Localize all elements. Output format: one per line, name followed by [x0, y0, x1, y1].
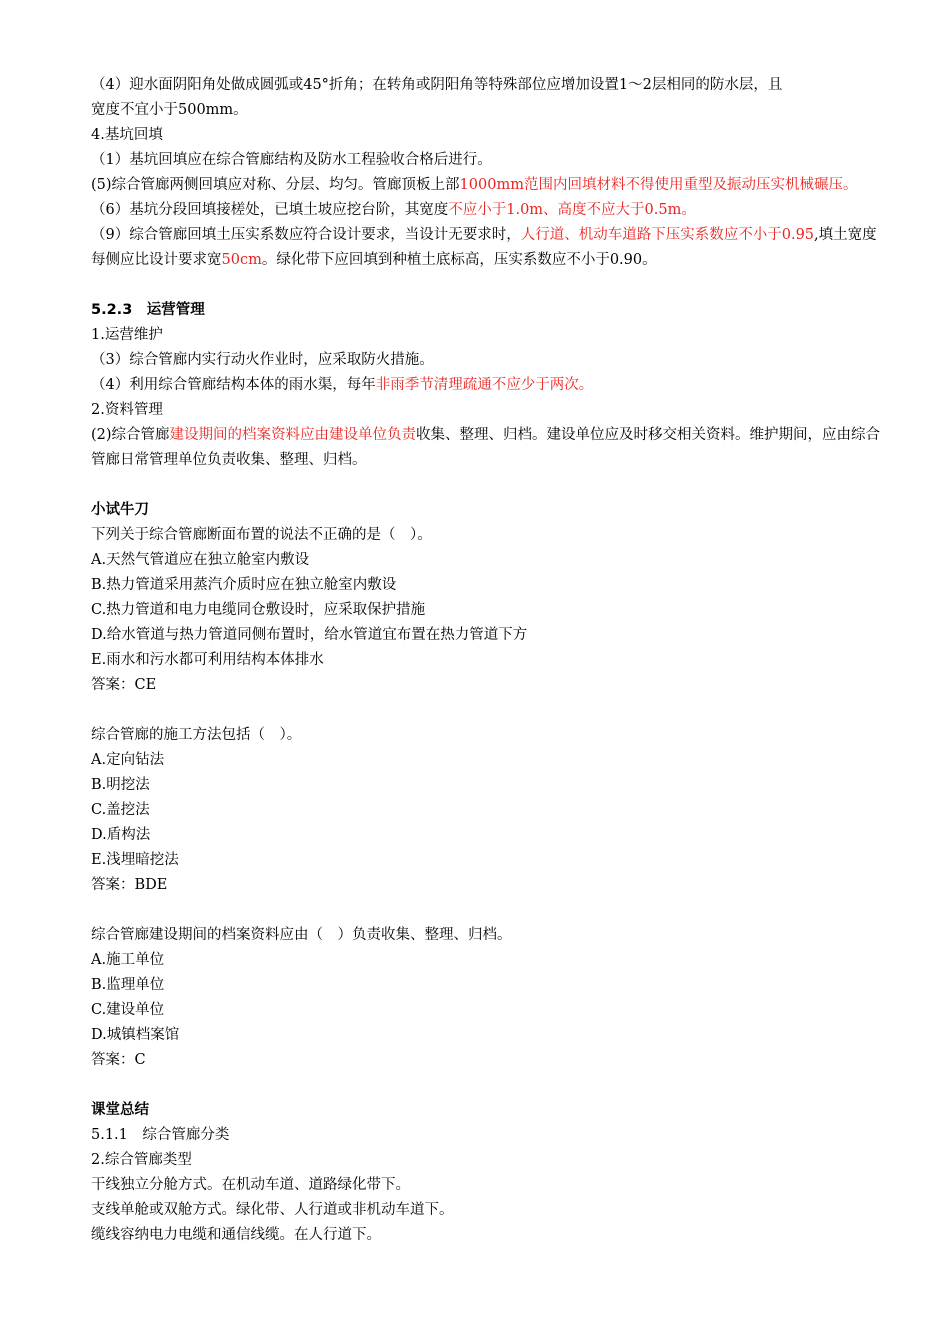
maintenance-item-3: （3）综合管廊内实行动火作业时，应采取防火措施。 [91, 352, 434, 368]
subheading-maintenance: 1.运营维护 [91, 327, 163, 343]
quiz-question-2 [91, 723, 891, 898]
question-option: A.施工单位 [91, 952, 165, 968]
spacer [91, 273, 891, 298]
quiz-question-1 [91, 523, 891, 698]
records-item-2-post: 收集、整理、归档。建设单位应及时移交相关资料。维护期间，应由综合管廊日常管理单位负责收集、整理、归档。 [91, 427, 881, 468]
backfill-item-9-highlight: 人行道、机动车道路下压实系数应不小于0.95 [520, 227, 815, 243]
section-heading-summary: 课堂总结 [91, 1102, 149, 1118]
backfill-item-9-width: 50cm [221, 252, 262, 268]
question-option: D.给水管道与热力管道同侧布置时，给水管道宜布置在热力管道下方 [91, 627, 528, 643]
backfill-item-5 [91, 173, 891, 198]
summary-line: 2.综合管廊类型 [91, 1152, 192, 1168]
spacer [91, 698, 891, 723]
question-stem: 综合管廊建设期间的档案资料应由（ ）负责收集、整理、归档。 [91, 927, 512, 943]
subheading-backfill: 4.基坑回填 [91, 127, 163, 143]
backfill-item-9-post: 。绿化带下应回填到种植土底标高，压实系数应不小于0.90。 [261, 252, 657, 268]
section-heading-operation: 5.2.3 运营管理 [91, 302, 205, 318]
backfill-item-9 [91, 223, 891, 273]
question-answer: 答案：C [91, 1052, 146, 1068]
question-option: B.监理单位 [91, 977, 165, 993]
backfill-item-5-text: (5)综合管廊两侧回填应对称、分层、均匀。管廊顶板上部 [91, 177, 460, 193]
question-option: D.城镇档案馆 [91, 1027, 180, 1043]
document-content [91, 73, 891, 1248]
question-option: D.盾构法 [91, 827, 151, 843]
question-answer: 答案：CE [91, 677, 157, 693]
question-stem: 综合管廊的施工方法包括（ ）。 [91, 727, 302, 743]
spacer [91, 898, 891, 923]
subheading-records: 2.资料管理 [91, 402, 163, 418]
records-item-2-text: (2)综合管廊 [91, 427, 170, 443]
spacer [91, 473, 891, 498]
backfill-item-6 [91, 198, 891, 223]
spacer [91, 1073, 891, 1098]
summary-line: 支线单舱或双舱方式。绿化带、人行道或非机动车道下。 [91, 1202, 454, 1218]
maintenance-item-4 [91, 373, 891, 398]
maintenance-item-4-text: （4）利用综合管廊结构本体的雨水渠，每年 [91, 377, 376, 393]
question-option: B.明挖法 [91, 777, 150, 793]
backfill-item-6-text: （6）基坑分段回填接槎处，已填土坡应挖台阶，其宽度 [91, 202, 449, 218]
backfill-item-5-highlight: 1000mm范围内回填材料不得使用重型及振动压实机械碾压。 [459, 177, 858, 193]
summary-line: 干线独立分舱方式。在机动车道、道路绿化带下。 [91, 1177, 410, 1193]
question-option: B.热力管道采用蒸汽介质时应在独立舱室内敷设 [91, 577, 397, 593]
section-heading-quiz: 小试牛刀 [91, 502, 149, 518]
question-option: A.定向钻法 [91, 752, 165, 768]
maintenance-item-4-highlight: 非雨季节清理疏通不应少于两次。 [375, 377, 594, 393]
question-option: E.浅埋暗挖法 [91, 852, 179, 868]
backfill-item-1: （1）基坑回填应在综合管廊结构及防水工程验收合格后进行。 [91, 152, 492, 168]
summary-line: 5.1.1 综合管廊分类 [91, 1127, 230, 1143]
quiz-question-3 [91, 923, 891, 1073]
question-option: C.盖挖法 [91, 802, 150, 818]
backfill-item-6-highlight: 不应小于1.0m、高度不应大于0.5m。 [448, 202, 696, 218]
paragraph-waterproof-4a: （4）迎水面阴阳角处做成圆弧或45°折角；在转角或阴阳角等特殊部位应增加设置1～2层相同的防水层，且 [91, 77, 783, 93]
records-item-2-highlight: 建设期间的档案资料应由建设单位负责 [169, 427, 417, 443]
question-option: E.雨水和污水都可利用结构本体排水 [91, 652, 324, 668]
records-item-2 [91, 423, 891, 473]
question-stem: 下列关于综合管廊断面布置的说法不正确的是（ ）。 [91, 527, 432, 543]
question-answer: 答案：BDE [91, 877, 168, 893]
backfill-item-9-mid: ,填土宽度每侧应比设计要求宽 [91, 227, 877, 268]
question-option: A.天然气管道应在独立舱室内敷设 [91, 552, 310, 568]
question-option: C.热力管道和电力电缆同仓敷设时，应采取保护措施 [91, 602, 426, 618]
question-option: C.建设单位 [91, 1002, 165, 1018]
paragraph-waterproof-4b: 宽度不宜小于500mm。 [91, 102, 248, 118]
summary-line: 缆线容纳电力电缆和通信线缆。在人行道下。 [91, 1227, 381, 1243]
backfill-item-9-text: （9）综合管廊回填土压实系数应符合设计要求，当设计无要求时， [91, 227, 521, 243]
